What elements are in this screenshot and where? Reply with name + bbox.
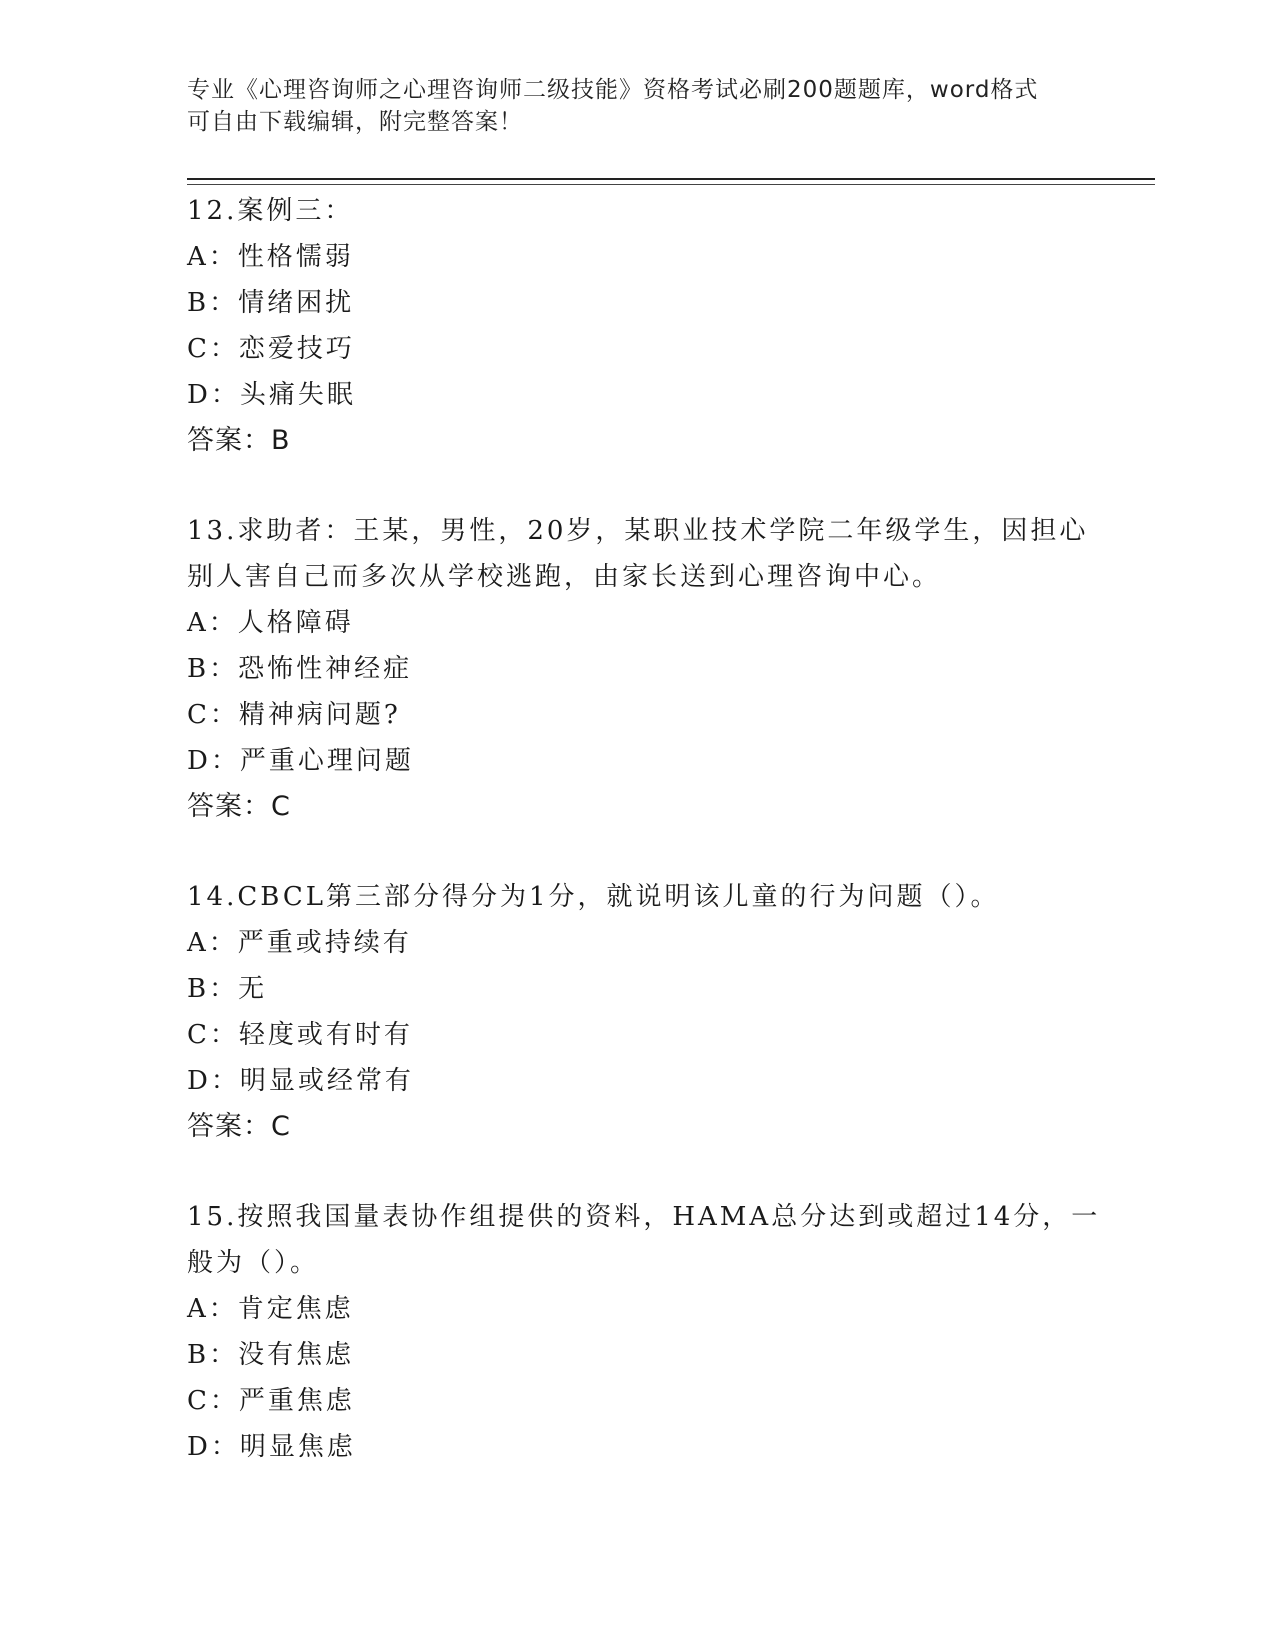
option-c: C：精神病问题? [187,700,401,730]
question-12 [187,188,1107,464]
question-stem: 12.案例三： [187,196,354,226]
answer: 答案：B [187,425,291,456]
answer: 答案：C [187,1111,291,1142]
option-d: D：明显焦虑 [187,1432,356,1462]
document-header [187,74,1087,138]
header-divider-thick [187,178,1155,180]
option-b: B：恐怖性神经症 [187,654,413,684]
question-stem-continued: 般为（）。 [187,1248,320,1278]
header-divider-thin [187,184,1155,185]
option-b: B：无 [187,974,268,1004]
question-stem: 14.CBCL第三部分得分为1分，就说明该儿童的行为问题（）。 [187,882,1000,912]
option-a: A：严重或持续有 [187,928,412,958]
option-a: A：人格障碍 [187,608,354,638]
answer: 答案：C [187,791,291,822]
option-b: B：情绪困扰 [187,288,355,318]
question-stem: 15.按照我国量表协作组提供的资料，HAMA总分达到或超过14分，一 [187,1202,1101,1232]
option-d: D：头痛失眠 [187,380,356,410]
question-stem: 13.求助者：王某，男性，20岁，某职业技术学院二年级学生，因担心 [187,516,1089,546]
option-c: C：轻度或有时有 [187,1020,413,1050]
option-b: B：没有焦虑 [187,1340,355,1370]
option-c: C：严重焦虑 [187,1386,355,1416]
option-a: A：肯定焦虑 [187,1294,354,1324]
header-line-2: 可自由下载编辑，附完整答案！ [187,109,523,135]
header-line-1: 专业《心理咨询师之心理咨询师二级技能》资格考试必刷200题题库，word格式 [187,77,1039,103]
option-d: D：明显或经常有 [187,1066,414,1096]
question-15 [187,1194,1107,1470]
option-a: A：性格懦弱 [187,242,354,272]
question-list [187,188,1107,1470]
question-stem-continued: 别人害自己而多次从学校逃跑，由家长送到心理咨询中心。 [187,562,942,592]
option-c: C：恋爱技巧 [187,334,355,364]
question-13 [187,508,1107,830]
question-14 [187,874,1107,1150]
option-d: D：严重心理问题 [187,746,414,776]
